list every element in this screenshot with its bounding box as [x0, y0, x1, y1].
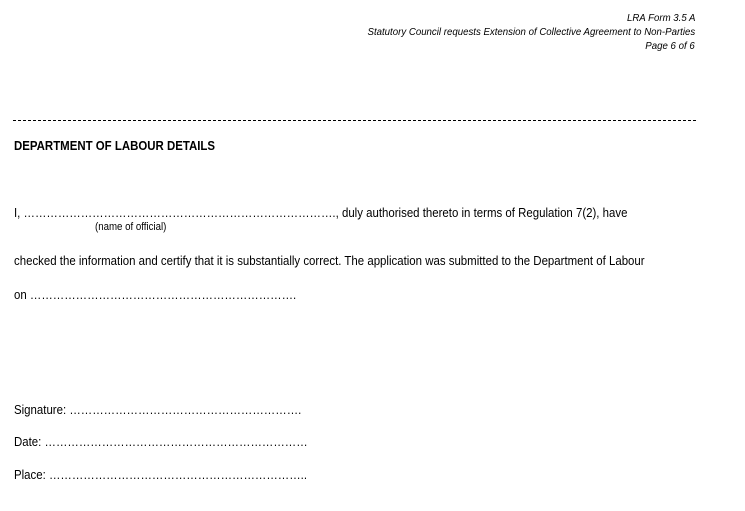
- page-number: Page 6 of 6: [645, 40, 695, 52]
- declaration-line-certify: checked the information and certify that it is substantially correct. The application was submitted to the Department of Labour: [14, 253, 645, 268]
- section-heading: DEPARTMENT OF LABOUR DETAILS: [14, 138, 216, 153]
- dashed-divider: [13, 120, 696, 121]
- declaration-line-official: I, ………………………………………………………………………., duly authorised thereto in terms of Regulation 7(2), have: [14, 205, 628, 220]
- official-name-caption: (name of official): [95, 221, 167, 233]
- form-title: Statutory Council requests Extension of Collective Agreement to Non-Parties: [367, 26, 695, 38]
- form-code: LRA Form 3.5 A: [626, 12, 695, 24]
- place-field: Place: …………………………………………………………..: [14, 467, 308, 482]
- signature-field: Signature: …………………………………………………….: [14, 402, 302, 417]
- date-field: Date: ……………………………………………………………: [14, 434, 308, 449]
- declaration-line-date: on …………………………………………………………….: [14, 287, 297, 302]
